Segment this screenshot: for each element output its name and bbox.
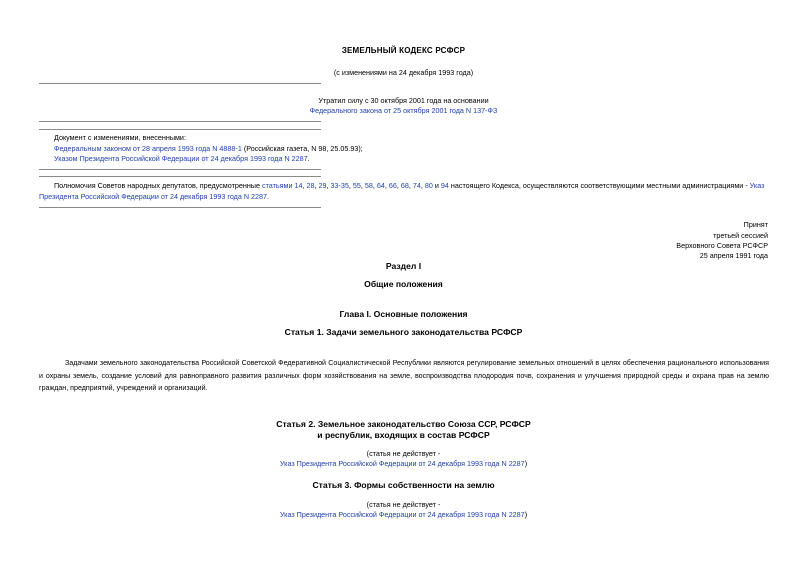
divider [39, 176, 321, 177]
repeal-text: Утратил силу с 30 октября 2001 года на основании [318, 96, 489, 105]
powers-paragraph-line1 [54, 181, 764, 190]
article-link[interactable]: 58 [364, 181, 373, 190]
separator: , [326, 181, 331, 190]
separator: , [348, 181, 353, 190]
section-name: Общие положения [364, 279, 443, 289]
powers-text: настоящего Кодекса, осуществляются соответствующими местными администрациями - [448, 181, 750, 190]
article3-decree-link[interactable]: Указ Президента Российской Федерации от 24 декабря 1993 года N 2287 [279, 510, 525, 519]
closing-paren: ) [524, 459, 528, 468]
separator: , [314, 181, 319, 190]
article1-title: Статья 1. Задачи земельного законодательства РСФСР [284, 327, 523, 337]
amendment-law-link[interactable]: Федеральным законом от 28 апреля 1993 года N 4888-1 [54, 144, 242, 153]
article-link[interactable]: 29 [318, 181, 327, 190]
powers-tail: . [267, 192, 270, 201]
article-link[interactable]: 94 [440, 181, 449, 190]
adoption-line: Принят [743, 220, 768, 229]
article-link[interactable]: 68 [400, 181, 409, 190]
divider [39, 121, 321, 122]
article-link[interactable]: 66 [388, 181, 397, 190]
article3-title: Статья 3. Формы собственности на землю [312, 480, 495, 490]
adoption-date: 25 апреля 1991 года [699, 251, 768, 260]
article2-title-line2: и республик, входящих в состав РСФСР [317, 430, 490, 440]
amendment-item [54, 154, 310, 163]
divider [39, 169, 321, 170]
article3-note: (статья не действует - [366, 500, 441, 509]
article-link[interactable]: статьями 14 [261, 181, 303, 190]
section-label: Раздел I [385, 261, 422, 271]
closing-paren: ) [524, 510, 528, 519]
divider [39, 207, 321, 208]
adoption-line: Верховного Совета РСФСР [676, 241, 768, 250]
document-subtitle: (с изменениями на 24 декабря 1993 года) [333, 68, 474, 77]
separator: , [408, 181, 413, 190]
article3-decree-line [0, 510, 807, 519]
article2-decree-line [0, 459, 807, 468]
separator: , [384, 181, 389, 190]
amendment-decree-link[interactable]: Указом Президента Российской Федерации от 24 декабря 1993 года N 2287 [54, 154, 308, 163]
powers-text: Полномочия Советов народных депутатов, предусмотренные [54, 181, 262, 190]
article-link[interactable]: 33-35 [330, 181, 349, 190]
amendment-item [54, 144, 363, 153]
adoption-line: третьей сессией [713, 231, 768, 240]
article-link[interactable]: 28 [306, 181, 315, 190]
repeal-law-link[interactable]: Федерального закона от 25 октября 2001 года N 137-ФЗ [309, 106, 498, 115]
separator: , [420, 181, 425, 190]
decree-link[interactable]: Президента Российской Федерации от 24 декабря 1993 года N 2287 [39, 192, 268, 201]
article-link[interactable]: 74 [412, 181, 421, 190]
divider [39, 83, 321, 84]
amendment-tail: . [307, 154, 310, 163]
repeal-link-line [0, 106, 807, 115]
amendments-intro: Документ с изменениями, внесенными: [54, 133, 186, 142]
article2-title-line1: Статья 2. Земельное законодательство Союза ССР, РСФСР [276, 419, 531, 429]
divider [39, 129, 321, 130]
amendment-source: (Российская газета, N 98, 25.05.93); [241, 144, 363, 153]
document-title: ЗЕМЕЛЬНЫЙ КОДЕКС РСФСР [341, 46, 466, 55]
separator: , [396, 181, 401, 190]
chapter-title: Глава I. Основные положения [339, 309, 468, 319]
separator: , [302, 181, 307, 190]
article2-decree-link[interactable]: Указ Президента Российской Федерации от 24 декабря 1993 года N 2287 [279, 459, 525, 468]
article2-note: (статья не действует - [366, 449, 441, 458]
powers-paragraph-line2 [39, 192, 269, 201]
article-link[interactable]: 64 [376, 181, 385, 190]
separator: и [432, 181, 441, 190]
separator: , [372, 181, 377, 190]
decree-link[interactable]: Указ [749, 181, 765, 190]
article1-text: Задачами земельного законодательства Российской Советской Федеративной Социалистической Республики являются регулирование земельных отношений в целях обеспечения рационального использования и охраны земель, создание условий для равноправного развития различных форм хозяйствования на земле, воспроизводства плодородия почв, сохранения и улучшения природной среды и охрана прав на землю граждан, предприятий, учреждений и организаций. [39, 359, 769, 393]
separator: , [360, 181, 365, 190]
article-link[interactable]: 55 [352, 181, 361, 190]
article-link[interactable]: 80 [424, 181, 433, 190]
